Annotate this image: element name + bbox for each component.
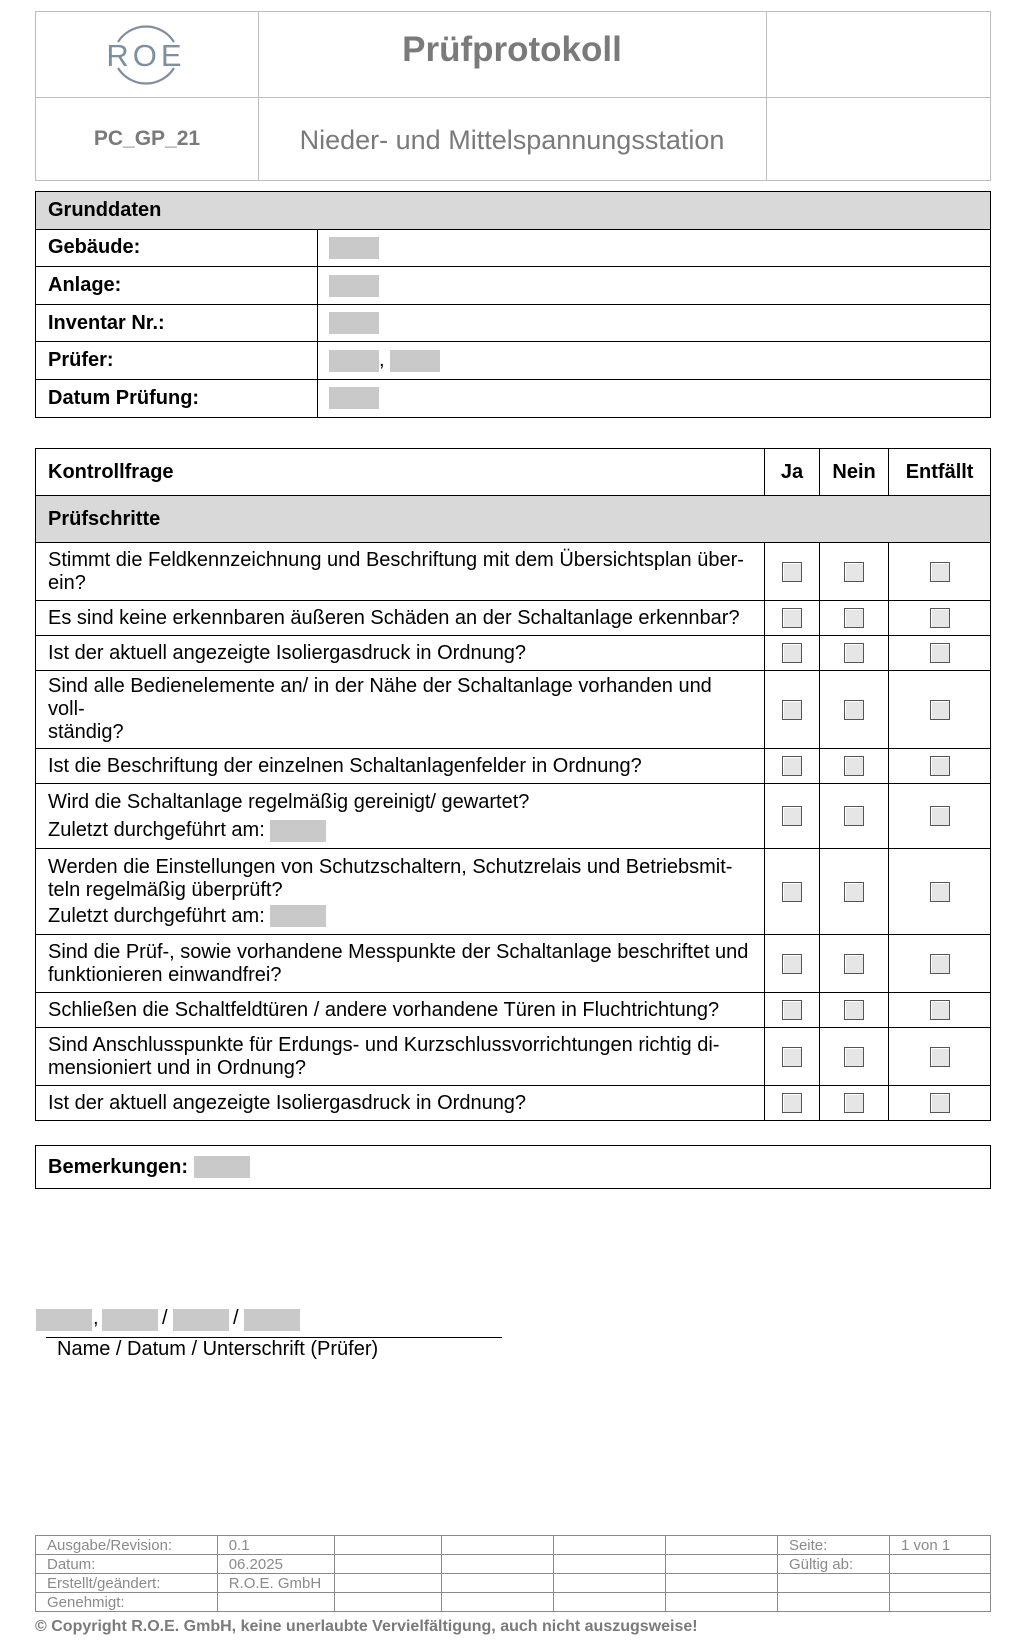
plant-input[interactable] [329, 275, 379, 297]
question-text: funktionieren einwandfrei? [48, 963, 282, 986]
last-done-date-input[interactable] [270, 820, 326, 842]
valid-from-label: Gültig ab: [777, 1555, 889, 1574]
table-row [36, 935, 991, 993]
checkbox-na[interactable] [930, 608, 950, 628]
table-row [36, 601, 991, 636]
last-done-label: Zuletzt durchgeführt am: [48, 819, 265, 841]
page-value: 1 von 1 [889, 1536, 990, 1555]
table-row [36, 342, 991, 380]
table-row [36, 229, 991, 267]
checkbox-yes[interactable] [782, 954, 802, 974]
question-text: Stimmt die Feldkennzeichnung und Beschriftung mit dem Übersichtsplan über- [48, 548, 744, 571]
question-text: Wird die Schaltanlage regelmäßig gereinigt/ gewartet? [48, 791, 530, 813]
date-value: 06.2025 [217, 1555, 334, 1574]
field-label-plant: Anlage: [36, 267, 318, 305]
checkbox-yes[interactable] [782, 806, 802, 826]
checkbox-na[interactable] [930, 954, 950, 974]
field-label-inspection-date: Datum Prüfung: [36, 379, 318, 417]
revision-label: Ausgabe/Revision: [36, 1536, 218, 1555]
copyright-notice: © Copyright R.O.E. GmbH, keine unerlaubte Vervielfältigung, auch nicht auszugsweise! [35, 1618, 698, 1635]
table-row [36, 267, 991, 305]
page-label: Seite: [777, 1536, 889, 1555]
table-row [36, 1536, 991, 1555]
checklist-header-row [36, 449, 991, 496]
section-heading: Prüfschritte [36, 496, 991, 543]
table-row [36, 543, 991, 601]
question-text: Es sind keine erkennbaren äußeren Schäden an der Schaltanlage erkennbar? [36, 601, 765, 636]
document-subtitle: Nieder- und Mittelspannungsstation [299, 125, 725, 155]
checkbox-na[interactable] [930, 882, 950, 902]
signature-name-input[interactable] [36, 1309, 92, 1331]
table-row [36, 636, 991, 671]
checkbox-yes[interactable] [782, 756, 802, 776]
signature-separator: / [162, 1307, 168, 1329]
checkbox-na[interactable] [930, 756, 950, 776]
remarks-label: Bemerkungen: [48, 1155, 189, 1178]
question-text: Ist der aktuell angezeigte Isoliergasdruck in Ordnung? [36, 1086, 765, 1121]
signature-separator: , [93, 1307, 99, 1329]
table-row [36, 1574, 991, 1593]
question-text: Sind die Prüf-, sowie vorhandene Messpunkte der Schaltanlage beschriftet und [48, 940, 749, 963]
checkbox-no[interactable] [844, 643, 864, 663]
question-text: teln regelmäßig überprüft? [48, 878, 283, 901]
remarks-input[interactable] [194, 1156, 250, 1178]
remarks-table [35, 1145, 991, 1189]
checkbox-no[interactable] [844, 1000, 864, 1020]
created-value: R.O.E. GmbH [217, 1574, 334, 1593]
approved-label: Genehmigt: [36, 1593, 218, 1612]
header-divider [766, 12, 767, 180]
checkbox-no[interactable] [844, 806, 864, 826]
checkbox-no[interactable] [844, 1047, 864, 1067]
revision-value: 0.1 [217, 1536, 334, 1555]
created-label: Erstellt/geändert: [36, 1574, 218, 1593]
question-text: Ist der aktuell angezeigte Isoliergasdruck in Ordnung? [36, 636, 765, 671]
building-input[interactable] [329, 237, 379, 259]
checkbox-na[interactable] [930, 1047, 950, 1067]
table-row [36, 304, 991, 342]
header-divider [36, 97, 990, 98]
document-header [35, 11, 991, 181]
checkbox-na[interactable] [930, 562, 950, 582]
table-row [36, 749, 991, 784]
question-text: Schließen die Schaltfeldtüren / andere vorhandene Türen in Fluchtrichtung? [36, 993, 765, 1028]
basic-data-table [35, 191, 991, 418]
roe-logo [104, 16, 188, 94]
checkbox-no[interactable] [844, 882, 864, 902]
checkbox-na[interactable] [930, 643, 950, 663]
signature-separator: / [233, 1307, 239, 1329]
question-text: Sind alle Bedienelemente an/ in der Nähe der Schaltanlage vorhanden und voll- [48, 675, 712, 720]
field-label-inspector: Prüfer: [36, 342, 318, 380]
last-done-date-input[interactable] [270, 905, 326, 927]
inspector-separator: , [379, 349, 385, 372]
checkbox-no[interactable] [844, 562, 864, 582]
basic-data-heading: Grunddaten [36, 192, 991, 230]
checkbox-na[interactable] [930, 806, 950, 826]
question-text: ein? [48, 571, 86, 594]
field-label-inventory: Inventar Nr.: [36, 304, 318, 342]
inspection-date-input[interactable] [329, 387, 379, 409]
inspector-first-input[interactable] [329, 350, 379, 372]
checkbox-no[interactable] [844, 1093, 864, 1113]
checkbox-yes[interactable] [782, 562, 802, 582]
checkbox-no[interactable] [844, 954, 864, 974]
checkbox-na[interactable] [930, 1000, 950, 1020]
table-row [36, 1555, 991, 1574]
field-label-building: Gebäude: [36, 229, 318, 267]
inspector-second-input[interactable] [390, 350, 440, 372]
question-text: Werden die Einstellungen von Schutzschaltern, Schutzrelais und Betriebsmit- [48, 855, 733, 878]
checkbox-yes[interactable] [782, 608, 802, 628]
table-row [36, 379, 991, 417]
checkbox-na[interactable] [930, 700, 950, 720]
document-code: PC_GP_21 [93, 127, 201, 150]
col-no-header: Nein [819, 449, 888, 496]
col-na-header: Entfällt [889, 449, 991, 496]
table-row [36, 849, 991, 935]
date-label: Datum: [36, 1555, 218, 1574]
footer-table [35, 1535, 991, 1612]
last-done-label: Zuletzt durchgeführt am: [48, 904, 265, 927]
inventory-input[interactable] [329, 312, 379, 334]
checkbox-no[interactable] [844, 700, 864, 720]
table-row [36, 1028, 991, 1086]
checkbox-yes[interactable] [782, 700, 802, 720]
checklist-table [35, 448, 991, 1121]
checkbox-no[interactable] [844, 756, 864, 776]
table-row [36, 1593, 991, 1612]
checkbox-no[interactable] [844, 608, 864, 628]
signature-year-input[interactable] [244, 1309, 300, 1331]
checkbox-yes[interactable] [782, 1093, 802, 1113]
table-row [36, 993, 991, 1028]
checkbox-yes[interactable] [782, 1000, 802, 1020]
signature-caption: Name / Datum / Unterschrift (Prüfer) [57, 1338, 379, 1360]
question-header: Kontrollfrage [36, 449, 765, 496]
checkbox-yes[interactable] [782, 882, 802, 902]
checkbox-yes[interactable] [782, 1047, 802, 1067]
checkbox-na[interactable] [930, 1093, 950, 1113]
document-title: Prüfprotokoll [402, 30, 622, 69]
col-yes-header: Ja [764, 449, 819, 496]
logo-text: ROE [106, 38, 186, 73]
checkbox-yes[interactable] [782, 643, 802, 663]
signature-month-input[interactable] [173, 1309, 229, 1331]
table-row [36, 1086, 991, 1121]
table-row [36, 784, 991, 849]
signature-day-input[interactable] [102, 1309, 158, 1331]
question-text: mensioniert und in Ordnung? [48, 1056, 306, 1079]
question-text: Sind Anschlusspunkte für Erdungs- und Kurzschlussvorrichtungen richtig di- [48, 1033, 720, 1056]
table-row [36, 671, 991, 749]
question-text: Ist die Beschriftung der einzelnen Schaltanlagenfelder in Ordnung? [36, 749, 765, 784]
question-text: ständig? [48, 721, 124, 743]
